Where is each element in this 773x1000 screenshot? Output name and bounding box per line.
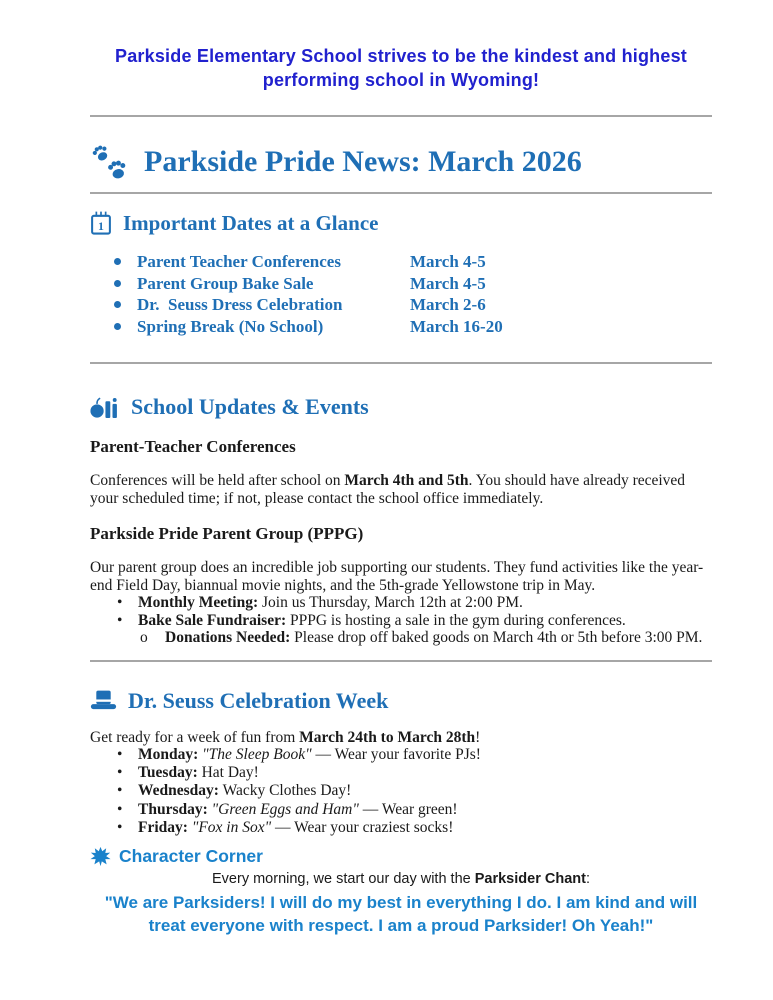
parksider-chant: "We are Parksiders! I will do my best in everything I do. I am kind and will treat everyone with respect. I am a proud Parksider! Oh Yeah!" bbox=[104, 893, 698, 936]
date-row bbox=[114, 273, 712, 295]
bullet-dot bbox=[114, 323, 121, 330]
event-label: Parent Teacher Conferences bbox=[137, 252, 341, 271]
bullet-marker: • bbox=[117, 764, 123, 782]
school-updates-heading bbox=[90, 394, 712, 420]
important-dates-heading-text: Important Dates at a Glance bbox=[123, 210, 379, 235]
list-item bbox=[117, 819, 712, 837]
bullet-marker: • bbox=[117, 818, 123, 836]
bullet-marker: • bbox=[117, 782, 123, 800]
event-date: March 4-5 bbox=[410, 273, 486, 293]
seuss-heading bbox=[90, 688, 712, 714]
list-item-text: Tuesday: Hat Day! bbox=[138, 764, 259, 782]
bullet-dot bbox=[114, 258, 121, 265]
date-row bbox=[114, 294, 712, 316]
ptc-subheading: Parent-Teacher Conferences bbox=[90, 437, 296, 456]
calendar-icon bbox=[90, 210, 112, 236]
bullet-dot bbox=[114, 301, 121, 308]
character-corner-heading-text: Character Corner bbox=[119, 846, 263, 867]
svg-text:1: 1 bbox=[98, 218, 104, 233]
list-item bbox=[117, 764, 712, 782]
pppg-sublist bbox=[117, 629, 712, 647]
page-title bbox=[90, 142, 712, 182]
bullet-marker: • bbox=[117, 611, 123, 629]
event-label: Parent Group Bake Sale bbox=[137, 273, 314, 293]
bullet-dot bbox=[114, 280, 121, 287]
chant-intro: Every morning, we start our day with the Parksider Chant: bbox=[212, 871, 590, 888]
date-row bbox=[114, 316, 712, 338]
divider bbox=[90, 192, 712, 194]
starburst-icon bbox=[90, 846, 111, 867]
important-dates-heading bbox=[90, 210, 712, 236]
list-item bbox=[117, 594, 712, 612]
list-item bbox=[117, 801, 712, 819]
list-item bbox=[117, 612, 712, 630]
list-item-text: Friday: "Fox in Sox" — Wear your craziest socks! bbox=[138, 818, 454, 836]
page-title-text: Parkside Pride News: March 2026 bbox=[144, 145, 582, 178]
bullet-marker: • bbox=[117, 800, 123, 818]
divider bbox=[90, 115, 712, 117]
sub-list-item bbox=[140, 629, 712, 647]
list-item-text: Monday: "The Sleep Book" — Wear your favorite PJs! bbox=[138, 746, 481, 763]
event-date: March 2-6 bbox=[410, 295, 486, 314]
character-corner-heading bbox=[90, 846, 712, 867]
ptc-paragraph: Conferences will be held after school on March 4th and 5th. You should have already received your scheduled time; if not, please contact the school office immediately. bbox=[90, 472, 686, 507]
sub-bullet-marker: o bbox=[140, 629, 148, 646]
paw-prints-icon bbox=[90, 142, 132, 182]
event-label: Dr. Seuss Dress Celebration bbox=[137, 295, 343, 314]
list-item bbox=[117, 782, 712, 800]
event-date: March 16-20 bbox=[410, 316, 503, 336]
seuss-intro: Get ready for a week of fun from March 24th to March 28th! bbox=[90, 728, 481, 746]
divider bbox=[90, 660, 712, 662]
important-dates-list bbox=[90, 251, 712, 337]
pppg-paragraph: Our parent group does an incredible job supporting our students. They fund activities like the year-end Field Day, biannual movie nights, and the 5th-grade Yellowstone trip in May. bbox=[90, 559, 704, 594]
list-item bbox=[117, 746, 712, 764]
date-row bbox=[114, 251, 712, 273]
pppg-subheading: Parkside Pride Parent Group (PPPG) bbox=[90, 524, 364, 543]
bullet-marker: • bbox=[117, 746, 123, 763]
list-item-text: Wednesday: Wacky Clothes Day! bbox=[138, 782, 352, 800]
list-item-text: Thursday: "Green Eggs and Ham" — Wear green! bbox=[138, 800, 458, 818]
seuss-heading-text: Dr. Seuss Celebration Week bbox=[128, 687, 389, 713]
mission-statement: Parkside Elementary School strives to be the kindest and highest performing school in Wyoming! bbox=[115, 46, 687, 90]
list-item-text: Donations Needed: Please drop off baked goods on March 4th or 5th before 3:00 PM. bbox=[165, 629, 703, 646]
divider bbox=[90, 362, 712, 364]
apple-books-icon bbox=[90, 395, 120, 419]
school-updates-heading-text: School Updates & Events bbox=[131, 394, 369, 419]
event-label: Spring Break (No School) bbox=[137, 316, 324, 336]
bullet-marker: • bbox=[117, 594, 123, 611]
list-item bbox=[117, 629, 712, 647]
list-item-text: Monthly Meeting: Join us Thursday, March 12th at 2:00 PM. bbox=[138, 594, 523, 611]
event-date: March 4-5 bbox=[410, 252, 486, 271]
pppg-list bbox=[90, 594, 712, 647]
top-hat-icon bbox=[90, 689, 117, 713]
list-item-text: Bake Sale Fundraiser: PPPG is hosting a sale in the gym during conferences. bbox=[138, 611, 626, 629]
seuss-days-list bbox=[90, 746, 712, 837]
